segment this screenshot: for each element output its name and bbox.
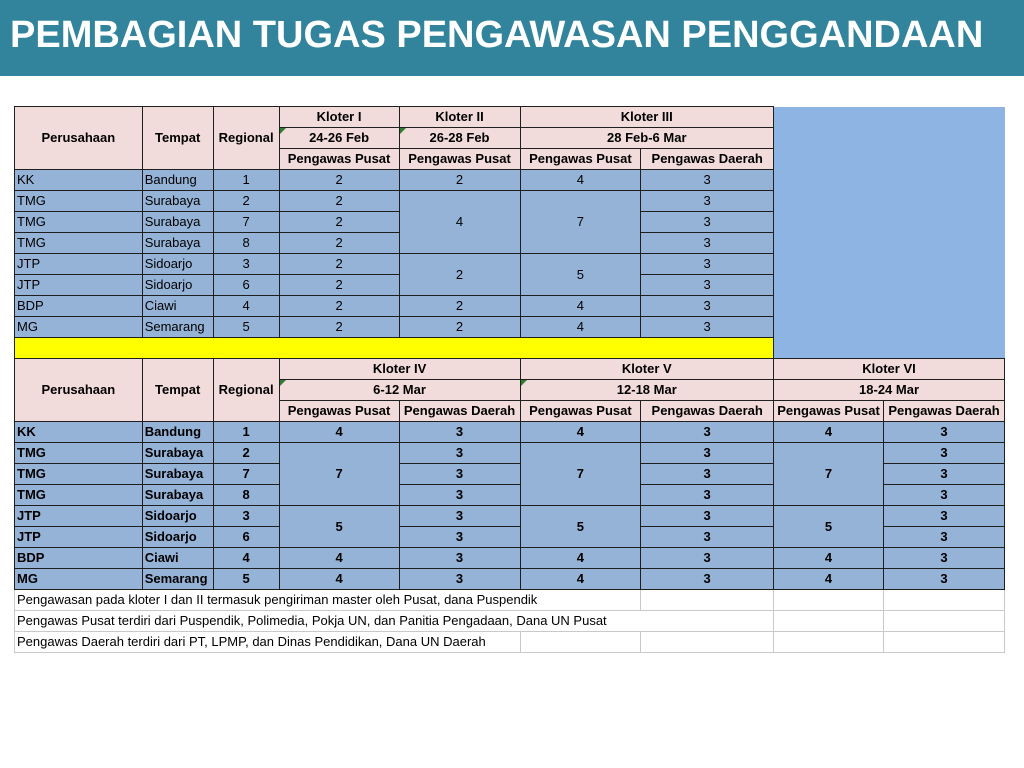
cell-regional: 4 <box>213 548 279 569</box>
cell-regional: 3 <box>213 506 279 527</box>
spreadsheet <box>14 106 1005 653</box>
cell-regional: 7 <box>213 212 279 233</box>
sub-kloter-4-daerah: Pengawas Daerah <box>399 401 520 422</box>
header-tempat: Tempat <box>142 107 213 170</box>
dates-kloter-4: 6-12 Mar <box>279 380 520 401</box>
header-perusahaan-2: Perusahaan <box>15 359 143 422</box>
empty-cell <box>884 632 1005 653</box>
cell-value: 3 <box>399 506 520 527</box>
empty-cell <box>641 590 774 611</box>
cell-value: 3 <box>641 254 774 275</box>
cell-perusahaan: MG <box>15 317 143 338</box>
header-kloter-2: Kloter II <box>399 107 520 128</box>
cell-regional: 1 <box>213 170 279 191</box>
cell-perusahaan: MG <box>15 569 143 590</box>
cell-value: 3 <box>399 569 520 590</box>
cell-tempat: Sidoarjo <box>142 254 213 275</box>
cell-value-merged: 5 <box>279 506 399 548</box>
cell-value: 2 <box>399 296 520 317</box>
cell-value: 3 <box>399 422 520 443</box>
cell-value: 3 <box>884 548 1005 569</box>
cell-value: 2 <box>279 254 399 275</box>
cell-tempat: Sidoarjo <box>142 275 213 296</box>
dates-kloter-6: 18-24 Mar <box>774 380 1005 401</box>
yellow-separator-row <box>15 338 774 359</box>
cell-tempat: Semarang <box>142 317 213 338</box>
cell-value: 3 <box>884 464 1005 485</box>
dates-kloter-5: 12-18 Mar <box>520 380 774 401</box>
dates-kloter-1: 24-26 Feb <box>279 128 399 149</box>
empty-cell <box>520 632 641 653</box>
cell-value: 4 <box>520 296 641 317</box>
cell-tempat: Surabaya <box>142 464 213 485</box>
cell-value: 3 <box>641 464 774 485</box>
cell-tempat: Surabaya <box>142 233 213 254</box>
sub-kloter-1-pusat: Pengawas Pusat <box>279 149 399 170</box>
sub-kloter-6-daerah: Pengawas Daerah <box>884 401 1005 422</box>
cell-value-merged: 5 <box>520 506 641 548</box>
cell-value: 3 <box>884 485 1005 506</box>
cell-value: 2 <box>279 170 399 191</box>
cell-value: 3 <box>641 296 774 317</box>
dates-kloter-2: 26-28 Feb <box>399 128 520 149</box>
cell-value-merged: 2 <box>399 254 520 296</box>
cell-value: 4 <box>774 548 884 569</box>
cell-value: 3 <box>399 464 520 485</box>
cell-value: 4 <box>279 422 399 443</box>
header-perusahaan: Perusahaan <box>15 107 143 170</box>
cell-regional: 1 <box>213 422 279 443</box>
cell-value: 3 <box>641 170 774 191</box>
cell-tempat: Ciawi <box>142 296 213 317</box>
cell-value: 3 <box>641 548 774 569</box>
cell-tempat: Surabaya <box>142 443 213 464</box>
cell-value: 2 <box>279 212 399 233</box>
cell-tempat: Surabaya <box>142 212 213 233</box>
sub-kloter-5-daerah: Pengawas Daerah <box>641 401 774 422</box>
sub-kloter-3-daerah: Pengawas Daerah <box>641 149 774 170</box>
cell-value: 3 <box>641 506 774 527</box>
cell-value: 2 <box>279 191 399 212</box>
cell-tempat: Surabaya <box>142 485 213 506</box>
cell-value-merged: 7 <box>520 443 641 506</box>
cell-perusahaan: TMG <box>15 233 143 254</box>
header-kloter-1: Kloter I <box>279 107 399 128</box>
cell-value: 4 <box>774 569 884 590</box>
sub-kloter-2-pusat: Pengawas Pusat <box>399 149 520 170</box>
header-regional: Regional <box>213 107 279 170</box>
assignment-table <box>14 106 1005 653</box>
cell-perusahaan: TMG <box>15 191 143 212</box>
cell-value: 3 <box>884 569 1005 590</box>
cell-tempat: Semarang <box>142 569 213 590</box>
cell-perusahaan: JTP <box>15 275 143 296</box>
header-tempat-2: Tempat <box>142 359 213 422</box>
cell-perusahaan: KK <box>15 422 143 443</box>
cell-value: 2 <box>399 317 520 338</box>
cell-regional: 5 <box>213 317 279 338</box>
sub-kloter-3-pusat: Pengawas Pusat <box>520 149 641 170</box>
cell-perusahaan: TMG <box>15 464 143 485</box>
table-row <box>15 422 1005 443</box>
cell-regional: 5 <box>213 569 279 590</box>
table-row <box>15 548 1005 569</box>
cell-regional: 6 <box>213 275 279 296</box>
title-bar <box>0 0 1024 76</box>
header-kloter-6: Kloter VI <box>774 359 1005 380</box>
cell-perusahaan: TMG <box>15 443 143 464</box>
header-kloter-3: Kloter III <box>520 107 774 128</box>
cell-value: 3 <box>641 191 774 212</box>
cell-perusahaan: TMG <box>15 485 143 506</box>
cell-perusahaan: JTP <box>15 506 143 527</box>
cell-regional: 2 <box>213 443 279 464</box>
cell-regional: 6 <box>213 527 279 548</box>
cell-value: 3 <box>399 443 520 464</box>
cell-value: 3 <box>641 275 774 296</box>
cell-tempat: Ciawi <box>142 548 213 569</box>
cell-value: 4 <box>520 170 641 191</box>
dates-kloter-3: 28 Feb-6 Mar <box>520 128 774 149</box>
cell-tempat: Surabaya <box>142 191 213 212</box>
cell-value: 2 <box>279 275 399 296</box>
cell-value: 3 <box>641 443 774 464</box>
cell-regional: 3 <box>213 254 279 275</box>
cell-value: 4 <box>279 569 399 590</box>
cell-tempat: Sidoarjo <box>142 506 213 527</box>
cell-value-merged: 5 <box>520 254 641 296</box>
cell-value: 4 <box>520 422 641 443</box>
cell-value: 3 <box>884 422 1005 443</box>
cell-value-merged: 7 <box>520 191 641 254</box>
cell-value: 2 <box>279 317 399 338</box>
cell-perusahaan: JTP <box>15 527 143 548</box>
cell-value: 4 <box>774 422 884 443</box>
page-title: PEMBAGIAN TUGAS PENGAWASAN PENGGANDAAN <box>10 14 984 56</box>
cell-value: 4 <box>520 317 641 338</box>
empty-cell <box>884 590 1005 611</box>
header-kloter-5: Kloter V <box>520 359 774 380</box>
cell-value: 3 <box>884 527 1005 548</box>
cell-tempat: Bandung <box>142 170 213 191</box>
empty-cell <box>774 632 884 653</box>
note-row <box>15 611 1005 632</box>
cell-value: 3 <box>884 506 1005 527</box>
empty-cell <box>774 611 884 632</box>
cell-value-merged: 7 <box>279 443 399 506</box>
cell-value-merged: 5 <box>774 506 884 548</box>
note-3: Pengawas Daerah terdiri dari PT, LPMP, dan Dinas Pendidikan, Dana UN Daerah <box>15 632 521 653</box>
empty-cell <box>774 590 884 611</box>
table-row <box>15 569 1005 590</box>
table-row <box>15 506 1005 527</box>
cell-value: 2 <box>399 170 520 191</box>
cell-value: 3 <box>641 233 774 254</box>
cell-value: 4 <box>279 548 399 569</box>
sub-kloter-6-pusat: Pengawas Pusat <box>774 401 884 422</box>
cell-regional: 8 <box>213 485 279 506</box>
cell-perusahaan: BDP <box>15 548 143 569</box>
cell-value: 2 <box>279 296 399 317</box>
empty-cell <box>641 632 774 653</box>
cell-perusahaan: KK <box>15 170 143 191</box>
cell-perusahaan: TMG <box>15 212 143 233</box>
cell-value: 3 <box>641 485 774 506</box>
sub-kloter-4-pusat: Pengawas Pusat <box>279 401 399 422</box>
cell-regional: 8 <box>213 233 279 254</box>
cell-value: 3 <box>641 212 774 233</box>
note-row <box>15 590 1005 611</box>
cell-value: 2 <box>279 233 399 254</box>
cell-value: 4 <box>520 548 641 569</box>
cell-value: 3 <box>641 422 774 443</box>
table-row <box>15 443 1005 464</box>
cell-value: 3 <box>399 548 520 569</box>
cell-value-merged: 7 <box>774 443 884 506</box>
note-row <box>15 632 1005 653</box>
cell-value: 3 <box>641 317 774 338</box>
cell-perusahaan: JTP <box>15 254 143 275</box>
cell-value: 3 <box>641 527 774 548</box>
cell-regional: 2 <box>213 191 279 212</box>
note-1: Pengawasan pada kloter I dan II termasuk pengiriman master oleh Pusat, dana Puspendik <box>15 590 641 611</box>
sub-kloter-5-pusat: Pengawas Pusat <box>520 401 641 422</box>
cell-value: 3 <box>399 527 520 548</box>
cell-value: 3 <box>884 443 1005 464</box>
cell-regional: 4 <box>213 296 279 317</box>
header-regional-2: Regional <box>213 359 279 422</box>
cell-regional: 7 <box>213 464 279 485</box>
cell-perusahaan: BDP <box>15 296 143 317</box>
cell-value-merged: 4 <box>399 191 520 254</box>
cell-value: 4 <box>520 569 641 590</box>
blue-side-panel <box>774 107 1005 359</box>
note-2: Pengawas Pusat terdiri dari Puspendik, Polimedia, Pokja UN, dan Panitia Pengadaan, Dana UN Pusat <box>15 611 774 632</box>
cell-tempat: Bandung <box>142 422 213 443</box>
cell-value: 3 <box>399 485 520 506</box>
empty-cell <box>884 611 1005 632</box>
cell-tempat: Sidoarjo <box>142 527 213 548</box>
header-kloter-4: Kloter IV <box>279 359 520 380</box>
cell-value: 3 <box>641 569 774 590</box>
